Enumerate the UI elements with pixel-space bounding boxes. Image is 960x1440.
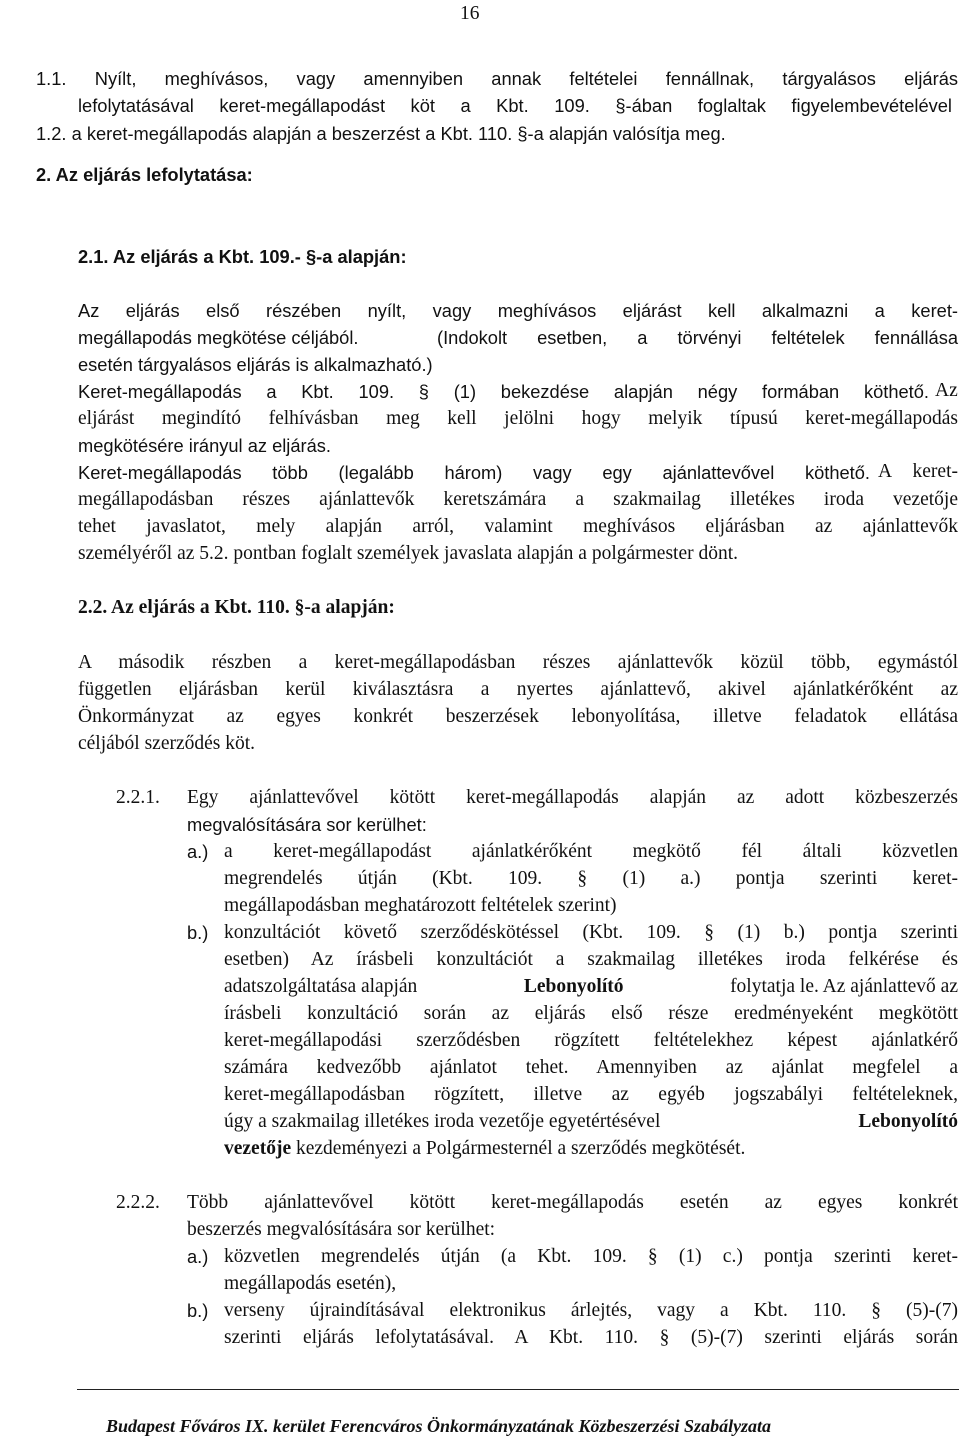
s221-line-2: megvalósítására sor kerülhet:: [187, 814, 427, 835]
footer-divider: [77, 1389, 959, 1390]
s21-line-3: esetén tárgyalásos eljárás is alkalmazható.): [78, 354, 433, 375]
s22-line-4: céljából szerződés köt.: [78, 733, 256, 754]
s221-b-line-7: keret-megállapodásban rögzített, illetve az egyéb jogszabályi feltételeknek,: [224, 1084, 958, 1105]
s221-b-line-3-bold: Lebonyolító: [523, 976, 624, 997]
s221-b-line-3: [224, 975, 958, 999]
section-heading-2-1: 2.1. Az eljárás a Kbt. 109.- §-a alapján:: [78, 246, 407, 267]
s221-b-line-9: [224, 1137, 745, 1161]
s222-line-2: beszerzés megvalósítására sor kerülhet:: [187, 1219, 496, 1240]
s221-b-line-9-bold: vezetője: [224, 1138, 292, 1159]
s221-a-line-1: a keret-megállapodást ajánlatkérőként megkötő fél általi közvetlen: [224, 841, 958, 862]
s21-line-5: eljárást megindító felhívásban meg kell jelölni hogy melyik típusú keret-megállapodás: [78, 408, 958, 429]
section-heading-2-2: 2.2. Az eljárás a Kbt. 110. §-a alapján:: [78, 597, 395, 618]
s221-b-line-8-text: úgy a szakmailag illetékes iroda vezetője egyetértésével: [224, 1111, 666, 1132]
s221-line-1: Egy ajánlattevővel kötött keret-megállapodás alapján az adott közbeszerzés: [187, 787, 958, 808]
footer-text: Budapest Főváros IX. kerület Ferencváros Önkormányzatának Közbeszerzési Szabályzata: [106, 1416, 772, 1436]
s222-a-line-2: megállapodás esetén),: [224, 1273, 397, 1294]
s21-line-10: személyéről az 5.2. pontban foglalt személyek javaslata alapján a polgármester dönt.: [78, 543, 739, 564]
s21-line-8: megállapodásban részes ajánlattevők keretszámára a szakmailag illetékes iroda vezetője: [78, 489, 958, 510]
s21-line-7b: A keret-: [878, 461, 958, 482]
s222-a-label: a.): [187, 1246, 209, 1267]
s222-line-1: Több ajánlattevővel kötött keret-megállapodás esetén az egyes konkrét: [187, 1192, 958, 1213]
s22-line-2: független eljárásban kerül kiválasztásra a nyertes ajánlattevő, akivel ajánlatkérőként az: [78, 679, 958, 700]
s221-b-label: b.): [187, 922, 209, 943]
s221-a-line-2: megrendelés útján (Kbt. 109. § (1) a.) pontja szerinti keret-: [224, 868, 958, 889]
s221-b-line-3-text-a: adatszolgáltatása alapján: [224, 976, 423, 997]
s221-a-line-3: megállapodásban meghatározott feltételek szerint): [224, 895, 617, 916]
page-number: 16: [460, 3, 480, 24]
s221-b-line-8: [224, 1110, 958, 1134]
s222-b-label: b.): [187, 1300, 209, 1321]
s222-b-line-1: verseny újraindításával elektronikus árlejtés, vagy a Kbt. 110. § (5)-(7): [224, 1300, 958, 1321]
s22-line-3: Önkormányzat az egyes konkrét beszerzések lebonyolítása, illetve feladatok ellátása: [78, 706, 958, 727]
s221-a-label: a.): [187, 841, 209, 862]
s21-line-2b: (Indokolt esetben, a törvényi feltételek fennállása: [437, 327, 958, 348]
s222-a-line-1: közvetlen megrendelés útján (a Kbt. 109. § (1) c.) pontja szerinti keret-: [224, 1246, 958, 1267]
s21-line-4: Keret-megállapodás a Kbt. 109. § (1) bekezdése alapján négy formában köthető.: [78, 381, 929, 402]
s221-b-line-2: esetben) Az írásbeli konzultációt a szakmailag illetékes iroda felkérése és: [224, 949, 958, 970]
intro-line-1: 1.1. Nyílt, meghívásos, vagy amennyiben annak feltételei fennállnak, tárgyalásos eljárás: [36, 68, 958, 89]
s221-b-line-3-text-b: folytatja le. Az ajánlattevő az: [725, 976, 958, 997]
s221-b-line-1: konzultációt követő szerződéskötéssel (Kbt. 109. § (1) b.) pontja szerinti: [224, 922, 958, 943]
s21-line-2a: megállapodás megkötése céljából.: [78, 327, 359, 348]
s222-number: 2.2.2.: [116, 1192, 160, 1213]
s221-b-line-4: írásbeli konzultáció során az eljárás első része eredményeként megkötött: [224, 1003, 958, 1024]
s221-b-line-5: keret-megállapodási szerződésben rögzített feltételekhez képest ajánlatkérő: [224, 1030, 958, 1051]
s221-b-line-8-bold: Lebonyolító: [858, 1111, 958, 1132]
s22-line-1: A második részben a keret-megállapodásban részes ajánlattevők közül több, egymástól: [78, 652, 958, 673]
s221-b-line-6: számára kedvezőbb ajánlatot tehet. Amennyiben az ajánlat megfelel a: [224, 1057, 958, 1078]
s221-number: 2.2.1.: [116, 787, 160, 808]
s21-line-6: megkötésére irányul az eljárás.: [78, 435, 332, 456]
s21-line-7a: Keret-megállapodás több (legalább három) vagy egy ajánlattevővel köthető.: [78, 462, 870, 483]
s222-b-line-2: szerinti eljárás lefolytatásával. A Kbt. 110. § (5)-(7) szerinti eljárás során: [224, 1327, 958, 1348]
s21-line-9: tehet javaslatot, mely alapján arról, valamint meghívásos eljárásban az ajánlattevők: [78, 516, 958, 537]
s21-line-4b: Az: [935, 380, 958, 401]
s221-b-line-9-text: kezdeményezi a Polgármesternél a szerződés megkötését.: [291, 1138, 746, 1159]
intro-line-2: lefolytatásával keret-megállapodást köt a Kbt. 109. §-ában foglaltak figyelembevételével: [78, 95, 952, 116]
s21-line-1: Az eljárás első részében nyílt, vagy meghívásos eljárást kell alkalmazni a keret-: [78, 300, 958, 321]
intro-line-3: 1.2. a keret-megállapodás alapján a beszerzést a Kbt. 110. §-a alapján valósítja meg.: [36, 123, 726, 144]
section-heading-2: 2. Az eljárás lefolytatása:: [36, 164, 253, 185]
